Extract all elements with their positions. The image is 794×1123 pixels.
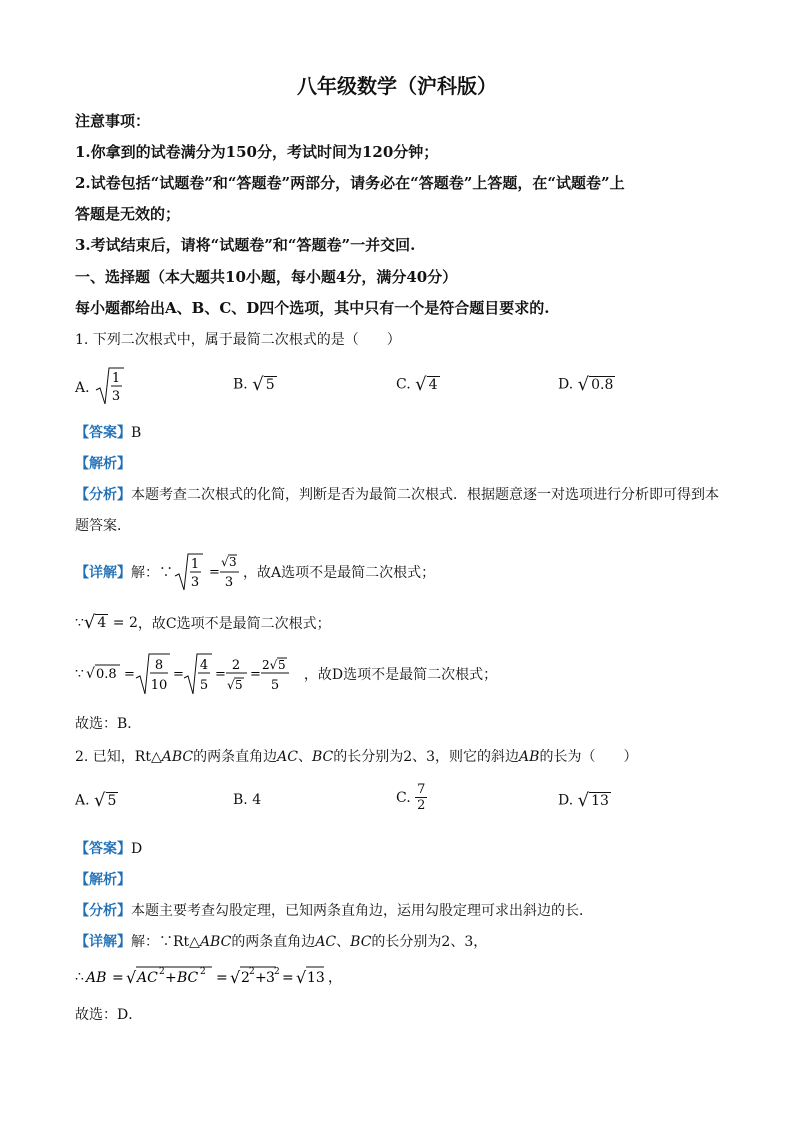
q1-option-c: C. √ 4 [396,374,438,395]
answer-tag: 【答案】 [75,425,131,441]
svg-text:AB: AB [85,970,107,986]
therefore-symbol: ∴ [75,969,84,985]
q2-stem-mid2: 的长分别为2、3，则它的斜边 [333,749,520,765]
svg-text:=: = [172,667,184,682]
because-symbol-d: ∵ [75,666,84,682]
q1-option-d: D. √ 0.8 [558,374,614,395]
svg-text:=: = [215,970,228,986]
pythagoras-equation [84,962,344,992]
xiangjie-tag: 【详解】 [75,934,131,950]
q1-option-a-label: A. [75,380,90,396]
fenxi-text: 本题主要考查勾股定理，已知两条直角边，运用勾股定理可求出斜边的长． [131,903,593,919]
svg-text:=: = [214,667,226,682]
svg-text:√: √ [229,968,241,987]
svg-text:2√: 2√ [261,658,278,672]
svg-text:2: 2 [273,967,280,977]
svg-text:5: 5 [199,678,209,693]
svg-text:5: 5 [270,678,280,693]
svg-text:AC: AC [136,970,158,986]
notice-item-3: 3.考试结束后，请将“试题卷”和“答题卷”一并交回. [75,236,416,254]
svg-text:√: √ [295,968,307,987]
svg-text:1: 1 [190,557,200,572]
line-c-suffix: ，故C选项不是最简二次根式； [137,615,331,632]
svg-text:10: 10 [150,678,168,693]
xiangjie-prefix: 解：∵Rt△ [131,934,200,950]
svg-text:√: √ [221,555,229,569]
q1-line-d [75,652,497,696]
svg-text:=: = [281,970,294,986]
q2-stem [75,746,637,766]
answer-value: D [131,841,143,857]
svg-text:5: 5 [277,658,286,672]
q2-jiexi-tag: 【解析】 [75,872,131,888]
xiangjie-sep: 、 [336,934,351,950]
xiangjie-suffix-a: ，故A选项不是最简二次根式； [243,565,436,581]
section-instruction: 每小题都给出A、B、C、D四个选项，其中只有一个是符合题目要求的. [75,299,550,317]
xiangjie-end: 的长分别为2、3， [371,934,488,950]
svg-text:8: 8 [154,658,164,673]
svg-text:√: √ [226,678,235,692]
xiangjie-abc: ABC [199,934,232,950]
xiangjie-ac: AC [315,934,337,950]
svg-text:=: = [209,565,220,580]
q2-fenxi [75,900,593,920]
q2-stem-prefix: 2. 已知，Rt△ [75,749,162,765]
q2-option-b: B. 4 [233,792,262,808]
svg-text:+: + [254,970,267,986]
q2-xiangjie [75,931,487,951]
fenxi-tag: 【分析】 [75,487,131,503]
svg-text:0.8: 0.8 [95,667,117,682]
svg-text:√: √ [85,666,95,682]
q2-option-a-label: A. [75,792,90,809]
svg-text:=: = [123,667,135,682]
q2-stem-suffix: 的长为（ ） [539,749,638,765]
q1-option-c-label: C. [396,376,411,393]
q1-answer [75,422,141,442]
svg-text:4: 4 [199,658,209,673]
answer-tag: 【答案】 [75,841,131,857]
q2-stem-ac: AC [277,749,298,765]
svg-text:+: + [164,970,177,986]
svg-text:13: 13 [306,970,325,986]
q1-xiangjie-line-a [75,552,435,592]
svg-text:2: 2 [240,970,250,986]
q1-fenxi [75,484,719,504]
q2-answer [75,838,142,858]
q1-jiexi-tag: 【解析】 [75,456,131,472]
svg-text:3: 3 [224,575,234,590]
q1-conclusion: 故选：B． [75,716,142,732]
q1-option-a-math [94,366,124,410]
answer-value: B [131,425,142,441]
q1-stem: 1. 下列二次根式中，属于最简二次根式的是（ ） [75,332,401,348]
q2-conclusion: 故选：D． [75,1007,143,1023]
svg-text:2: 2 [199,967,206,977]
svg-text:3: 3 [229,555,237,569]
svg-text:=: = [111,970,124,986]
fenxi-tag: 【分析】 [75,903,131,919]
because-symbol: ∵ [75,614,84,631]
svg-text:1: 1 [111,371,121,386]
svg-text:3: 3 [190,575,200,590]
q2-stem-abc: ABC [161,749,194,765]
q1-option-b-label: B. [233,376,248,393]
q2-stem-bc: BC [311,749,334,765]
xiangjie-rest: 的两条直角边 [231,934,316,950]
q2-stem-mid1: 的两条直角边 [193,749,278,765]
q2-therefore-line [75,962,344,992]
svg-text:2: 2 [231,658,241,673]
q2-option-c: C. $\frac{7}{2}$ [396,782,426,813]
svg-text:=: = [249,667,261,682]
sqrt-0-8-equation [84,652,304,696]
q2-option-a: A. √ 5 [75,790,117,811]
q1-option-d-label: D. [558,376,574,393]
page-title: 八年级数学（沪科版） [297,74,497,98]
q2-stem-sep: 、 [297,749,312,765]
svg-text:2: 2 [248,967,255,977]
line-d-suffix: ，故D选项不是最简二次根式； [303,667,498,683]
sqrt-1-3-equation [173,552,243,592]
xiangjie-prefix: 解：∵ [131,565,173,581]
notice-item-2b: 答题是无效的； [75,205,181,223]
svg-text:3: 3 [111,389,121,404]
q1-option-b: B. √ 5 [233,374,275,395]
notice-item-1: 1.你拿到的试卷满分为150分，考试时间为120分钟； [75,143,439,161]
q1-fenxi-2: 题答案． [75,518,131,534]
q2-option-d-label: D. [558,792,574,809]
svg-text:，: ， [327,970,342,986]
svg-text:√: √ [125,968,137,987]
q1-option-a [75,366,124,410]
q2-option-d: D. √ 13 [558,790,609,811]
section-heading: 一、选择题（本大题共10小题，每小题4分，满分40分） [75,268,458,286]
svg-text:2: 2 [158,967,165,977]
xiangjie-tag: 【详解】 [75,565,131,581]
q1-line-c: ∵ √ 4 = 2 ，故C选项不是最简二次根式； [75,612,331,633]
q2-stem-ab: AB [519,749,540,765]
svg-text:3: 3 [265,970,275,986]
svg-text:5: 5 [234,678,243,692]
notice-heading: 注意事项： [75,112,151,130]
notice-item-2a: 2.试卷包括“试题卷”和“答题卷”两部分，请务必在“答题卷”上答题，在“试题卷”上 [75,174,625,192]
fenxi-text-1: 本题考查二次根式的化简，判断是否为最简二次根式．根据题意逐一对选项进行分析即可得到本 [131,487,719,503]
xiangjie-bc: BC [350,934,372,950]
q2-option-c-label: C. [396,789,411,806]
svg-text:BC: BC [176,970,199,986]
